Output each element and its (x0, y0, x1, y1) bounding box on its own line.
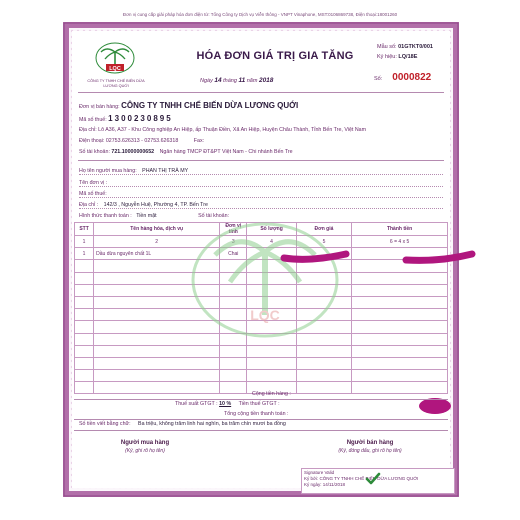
seller-name: Đơn vị bán hàng: CÔNG TY TNHH CHẾ BIẾN DỪA LƯƠNG QUỚI (79, 101, 299, 110)
invoice-date: Ngày 14 tháng 11 năm 2018 (200, 77, 274, 84)
divider (78, 160, 444, 161)
table-row (75, 357, 448, 369)
form-number: Mẫu số: 01GTKT0/001 (377, 44, 433, 50)
header-amount: Thành tiền (352, 223, 448, 236)
logo-text: LQC (109, 66, 121, 72)
subtotal: Cộng tiền hàng : (252, 391, 291, 397)
palm-tree-logo-icon (95, 42, 135, 74)
header-quantity: Số lượng (247, 223, 296, 236)
table-row (75, 370, 448, 382)
provider-line: Đơn vị cung cấp giải pháp hóa đơn điện tử: Tổng Công ty Dịch vụ Viễn thông - VNPT Vinaphone, MST:0106869738, Điện thoại:18001260 (122, 12, 398, 17)
table-row: 1 Dầu dừa nguyên chất 1L Chai (75, 248, 448, 260)
watermark-text: LQC (250, 307, 280, 323)
palm-tree-watermark-icon (190, 220, 340, 340)
buyer-unit: Tên đơn vị : (79, 180, 443, 187)
amount-in-words: Số tiền viết bằng chữ: Ba triệu, không trăm linh hai nghìn, ba trăm chín mươi ba đồng (79, 421, 286, 427)
checkmark-icon (365, 472, 381, 486)
vat-rate: Thuế suất GTGT : 10 % Tiền thuế GTGT : (175, 401, 280, 407)
buyer-name: Họ tên người mua hàng: PHAN THỊ TRÀ MY (79, 168, 443, 175)
table-index-row: 1 2 3 4 5 6 = 4 x 5 (75, 236, 448, 248)
buyer-signature: Người mua hàng (Ký, ghi rõ họ tên) (120, 440, 170, 454)
invoice-title: HÓA ĐƠN GIÁ TRỊ GIA TĂNG (196, 50, 354, 62)
buyer-address: Địa chỉ : 142/3 , Nguyễn Huệ, Phường 4, TP. Bến Tre (79, 202, 443, 209)
seller-phone: Điện thoại: 02753.626313 - 02753.626318 Fax: (79, 138, 205, 144)
invoice-number: Số: 0000822 (374, 72, 432, 83)
divider (74, 399, 448, 400)
header-name: Tên hàng hóa, dịch vụ (94, 223, 220, 236)
company-logo-caption: CÔNG TY TNHH CHẾ BIẾN DỪA LƯƠNG QUỚI (87, 79, 145, 88)
header-price: Đơn giá (296, 223, 351, 236)
divider (78, 92, 444, 93)
divider (74, 430, 448, 431)
header-stt: STT (75, 223, 94, 236)
buyer-tax-code: Mã số thuế: (79, 191, 443, 198)
seller-address: Địa chỉ: Lô A36, A37 - Khu Công nghiệp An Hiệp, ấp Thuận Điền, Xã An Hiệp, Huyện Châu Thành, Tỉnh Bến Tre, Việt Nam (79, 127, 367, 133)
symbol: Ký hiệu: LQ/18E (377, 54, 418, 60)
seller-account: Số tài khoản: 721.10000000652 Ngân hàng TMCP ĐT&PT Việt Nam - Chi nhánh Bến Tre (79, 149, 293, 155)
divider (74, 419, 448, 420)
header-unit: Đơn vị tính (220, 223, 247, 236)
signature-details: Signature Valid Ký bởi: CÔNG TY TNHH CHẾ BIẾN DỪA LƯƠNG QUỚI Ký ngày: 14/11/2018 (304, 470, 419, 487)
grand-total: Tổng cộng tiền thanh toán : (224, 411, 289, 417)
seller-tax-code: Mã số thuế: 1300230895 (79, 114, 173, 123)
seller-signature: Người bán hàng (Ký, đóng dấu, ghi rõ họ tên) (338, 440, 402, 454)
table-row (75, 345, 448, 357)
payment-method: Hình thức thanh toán : Tiền mặt Số tài khoản: (79, 213, 230, 219)
